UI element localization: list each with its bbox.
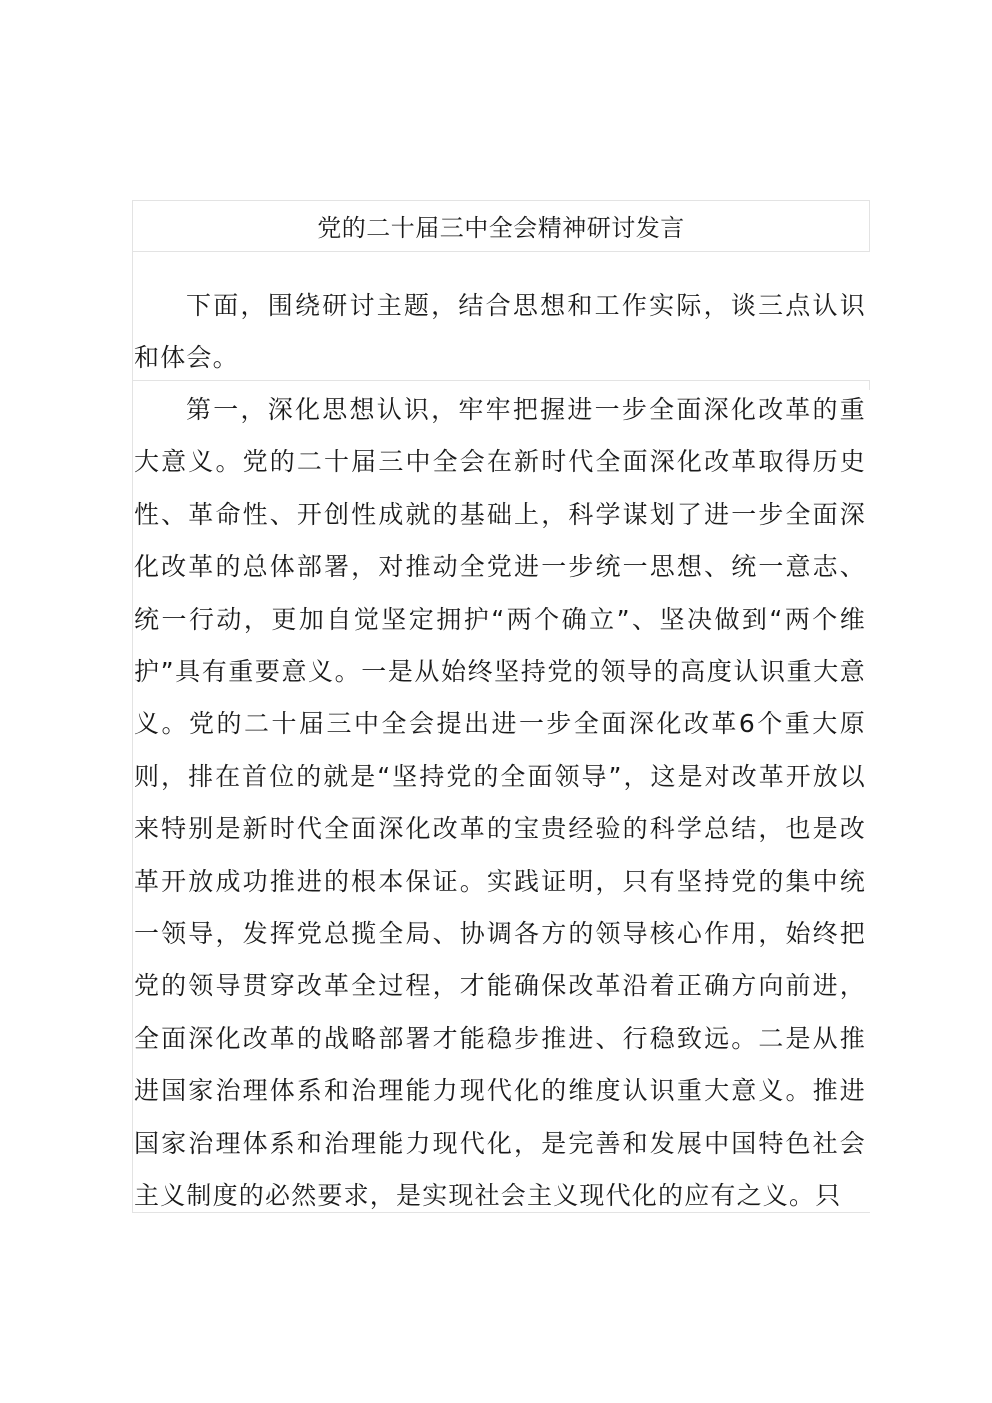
document-title: 党的二十届三中全会精神研讨发言 <box>317 214 685 242</box>
frame-bottom-border <box>132 1212 870 1213</box>
intro-paragraph: 下面，围绕研讨主题，结合思想和工作实际，谈三点认识和体会。 <box>134 291 866 373</box>
frame-right-border-top <box>869 200 870 252</box>
frame-right-border-mid <box>869 380 870 390</box>
body-paragraph: 第一，深化思想认识，牢牢把握进一步全面深化改革的重大意义。党的二十届三中全会在新时代全面深化改革取得历史性、革命性、开创性成就的基础上，科学谋划了进一步全面深化改革的总体部署，对推动全党进一步统一思想、统一意志、统一行动，更加自觉坚定拥护“两个确立”、坚决做到“两个维护”具有重要意义。一是从始终坚持党的领导的高度认识重大意义。党的二十届三中全会提出进一步全面深化改革6个重大原则，排在首位的就是“坚持党的全面领导”，这是对改革开放以来特别是新时代全面深化改革的宝贵经验的科学总结，也是改革开放成功推进的根本保证。实践证明，只有坚持党的集中统一领导，发挥党总揽全局、协调各方的领导核心作用，始终把党的领导贯穿改革全过程，才能确保改革沿着正确方向前进，全面深化改革的战略部署才能稳步推进、行稳致远。二是从推进国家治理体系和治理能力现代化的维度认识重大意义。推进国家治理体系和治理能力现代化，是完善和发展中国特色社会主义制度的必然要求，是实现社会主义现代化的应有之义。只 <box>134 395 866 1211</box>
frame-left-border <box>132 200 133 1213</box>
frame-top-border <box>132 200 870 201</box>
title-divider <box>132 251 870 252</box>
